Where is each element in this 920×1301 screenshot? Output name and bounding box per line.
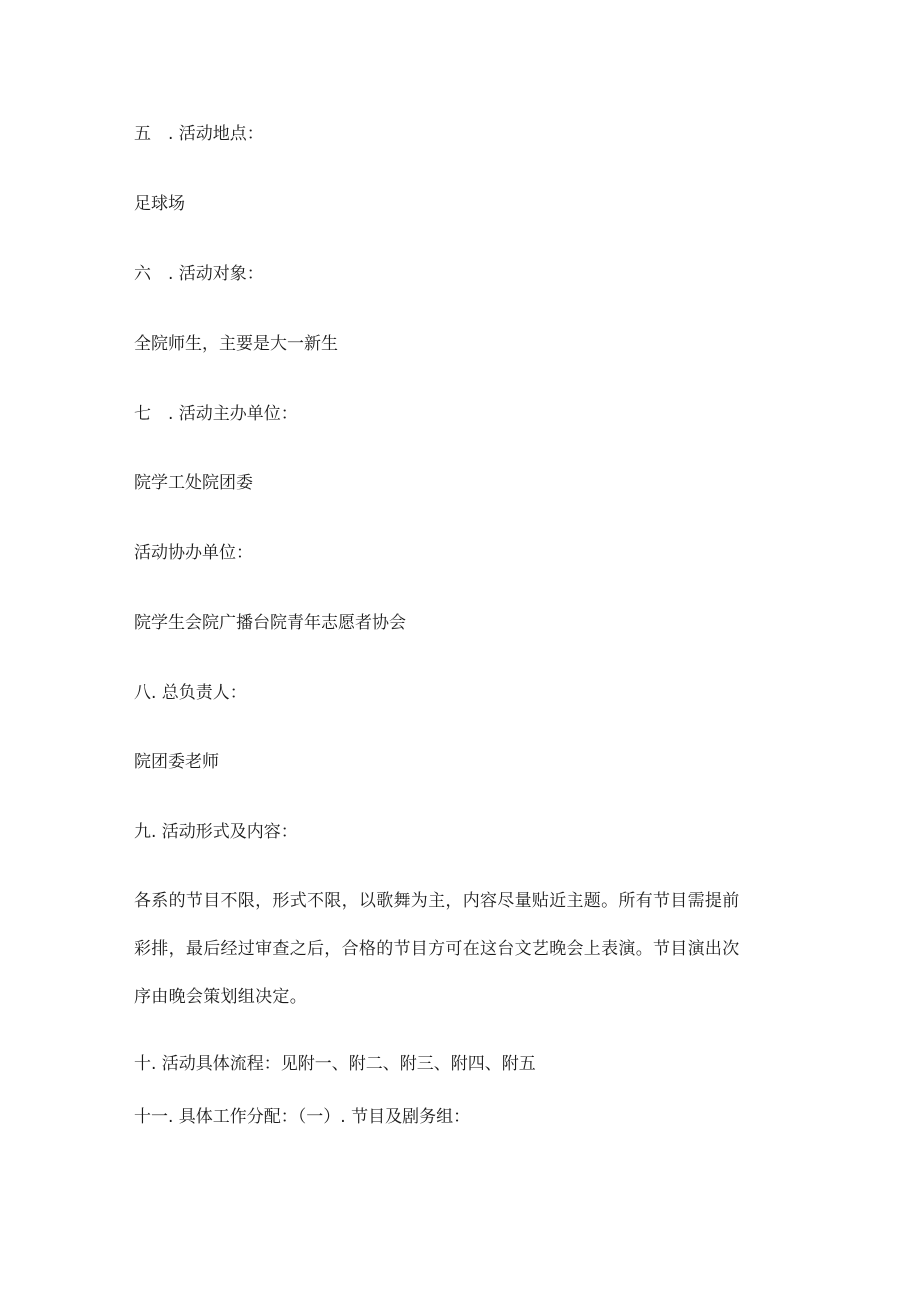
co-organizer-body: 院学生会院广播台院青年志愿者协会 — [134, 613, 406, 633]
section5-heading: 五 . 活动地点： — [134, 124, 264, 144]
section6-heading: 六 . 活动对象： — [134, 264, 264, 284]
section8-body: 院团委老师 — [134, 752, 219, 772]
section9-body-line: 各系的节目不限，形式不限，以歌舞为主，内容尽量贴近主题。所有节目需提前 — [134, 891, 740, 911]
section8-heading: 八. 总负责人： — [134, 683, 247, 703]
section9-body — [134, 877, 786, 1021]
section11-heading: 十一. 具体工作分配：（一）. 节目及剧务组： — [134, 1107, 471, 1127]
section5-body: 足球场 — [134, 194, 185, 214]
co-organizer-heading: 活动协办单位： — [134, 543, 253, 563]
section7-heading: 七 . 活动主办单位： — [134, 404, 298, 424]
section9-body-line: 彩排，最后经过审查之后，合格的节目方可在这台文艺晚会上表演。节目演出次 — [134, 939, 740, 959]
section9-body-line: 序由晚会策划组决定。 — [134, 987, 307, 1007]
section6-body: 全院师生，主要是大一新生 — [134, 334, 338, 354]
section9-heading: 九. 活动形式及内容： — [134, 822, 298, 842]
section7-body: 院学工处院团委 — [134, 473, 253, 493]
section10-heading: 十. 活动具体流程：见附一、附二、附三、附四、附五 — [134, 1054, 536, 1074]
